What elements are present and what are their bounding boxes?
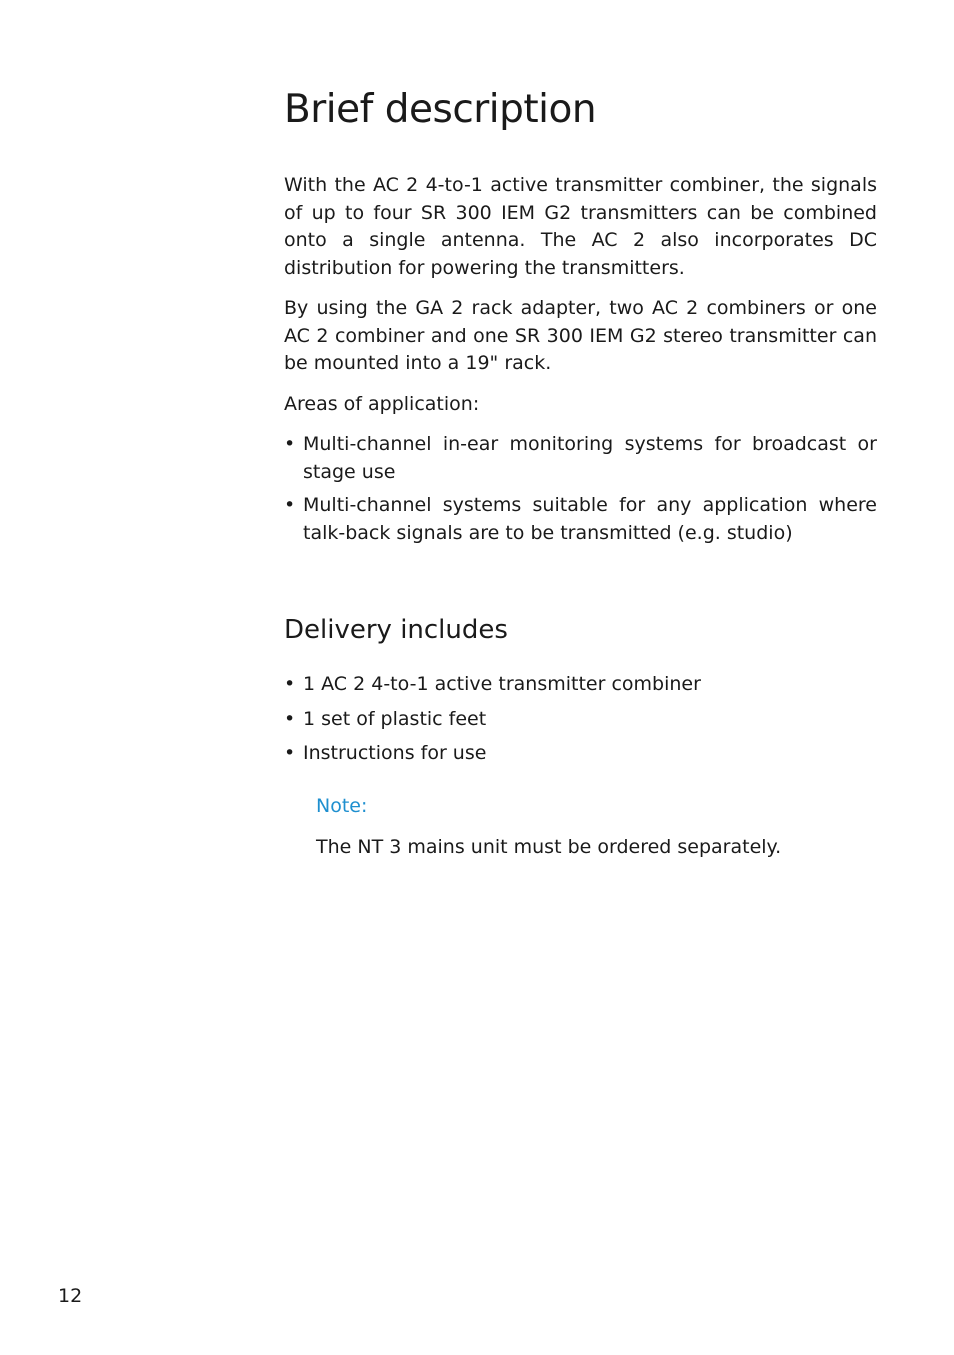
list-item-text: Multi-channel in-ear monitoring systems for broadcast or stage use [303, 433, 877, 483]
list-item [284, 739, 877, 767]
delivery-heading: Delivery includes [284, 615, 508, 645]
list-item [284, 670, 877, 698]
list-item-text: 1 set of plastic feet [303, 707, 487, 730]
note-box [316, 792, 876, 861]
bullet-icon: • [284, 433, 296, 455]
delivery-list [284, 670, 877, 767]
page-number: 12 [58, 1285, 83, 1307]
list-item-text: Instructions for use [303, 742, 487, 764]
list-item [284, 705, 877, 733]
intro-paragraph-2: By using the GA 2 rack adapter, two AC 2 combiners or one AC 2 combiner and one SR 300 IEM G2 stereo transmitter can be mounted into a 19" rack. [284, 297, 877, 374]
bullet-icon: • [284, 742, 296, 764]
bullet-icon: • [284, 707, 296, 730]
delivery-section [284, 670, 877, 774]
bullet-icon: • [284, 673, 296, 695]
areas-of-application-list [284, 431, 877, 547]
list-item [284, 492, 877, 547]
brief-description-body [284, 172, 877, 553]
list-item-text: Multi-channel systems suitable for any application where talk-back signals are to be transmitted (e.g. studio) [303, 494, 877, 544]
note-label: Note: [316, 795, 368, 817]
list-item [284, 431, 877, 486]
bullet-icon: • [284, 494, 296, 516]
page-title: Brief description [284, 87, 597, 132]
list-item-text: 1 AC 2 4-to-1 active transmitter combiner [303, 673, 701, 695]
note-text: The NT 3 mains unit must be ordered separately. [316, 836, 782, 858]
intro-paragraph-1: With the AC 2 4-to-1 active transmitter combiner, the signals of up to four SR 300 IEM G2 transmitters can be combined onto a single antenna. The AC 2 also incorporates DC distribution for powering the transmitters. [284, 174, 877, 279]
areas-of-application-label: Areas of application: [284, 392, 480, 415]
